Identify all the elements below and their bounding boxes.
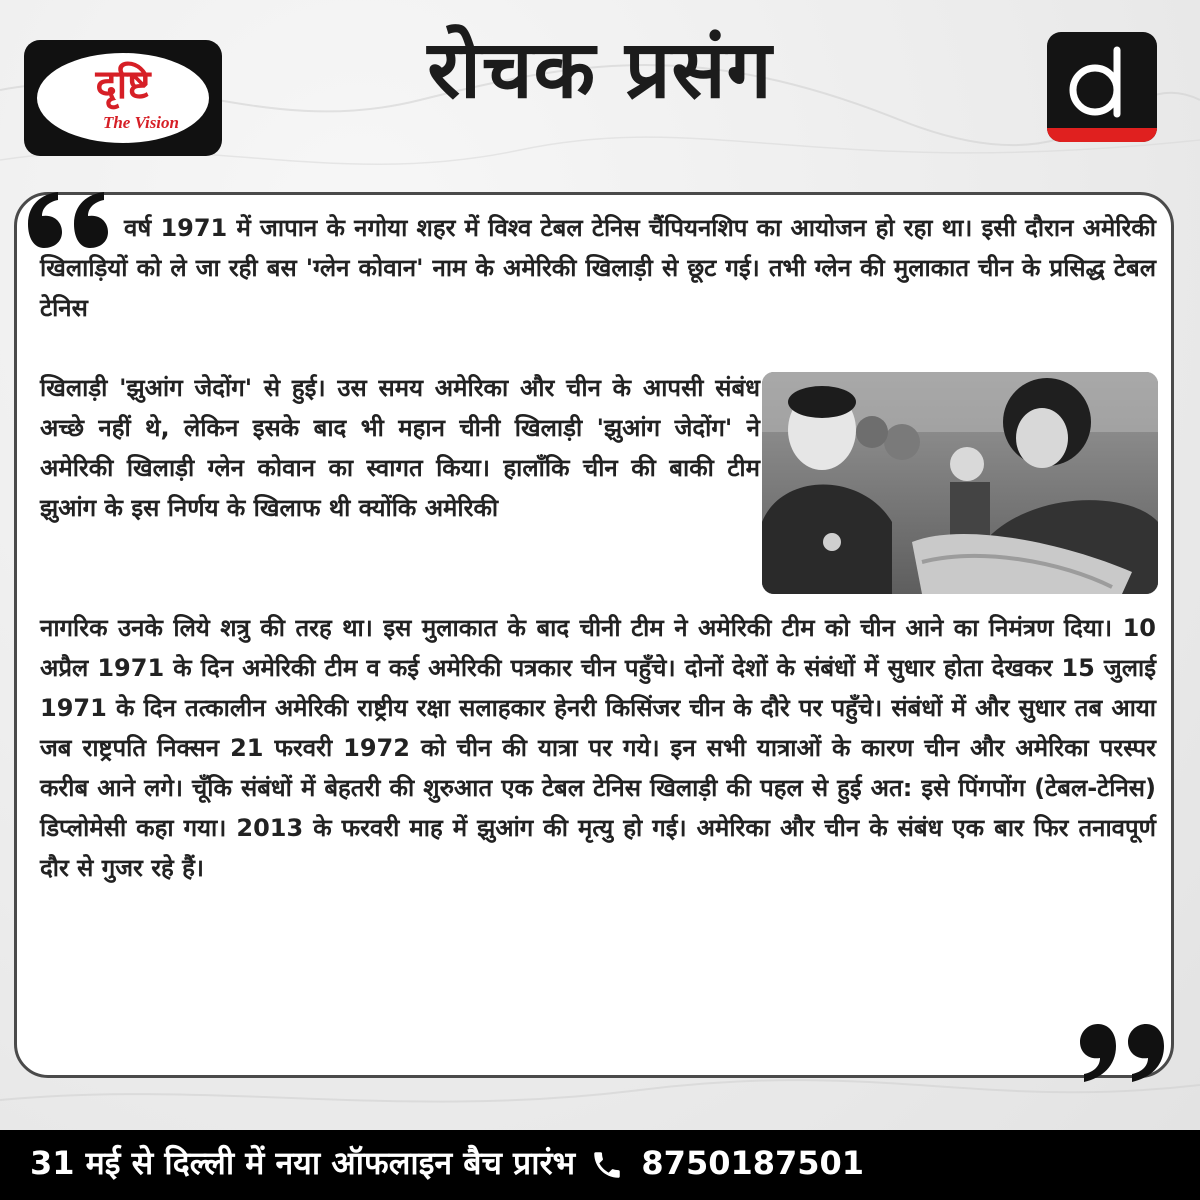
story-paragraph-conclusion: नागरिक उनके लिये शत्रु की तरह था। इस मुलाकात के बाद चीनी टीम ने अमेरिकी टीम को चीन आने का निमंत्रण दिया। 10 अप्रैल 1971 के दिन अमेरिकी टीम व कई अमेरिकी पत्रकार चीन पहुँचे। दोनों देशों के संबंधों में सुधार होता देखकर 15 जुलाई 1971 के दिन तत्कालीन अमेरिकी राष्ट्रीय रक्षा सलाहकार हेनरी किसिंजर चीन के दौरे पर पहुँचे। संबंधों में और सुधार तब आया जब राष्ट्रपति निक्सन 21 फरवरी 1972 को चीन की यात्रा पर गये। इन सभी यात्राओं के कारण चीन और अमेरिका परस्पर करीब आने लगे। चूँकि संबंधों में बेहतरी की शुरुआत एक टेबल टेनिस खिलाड़ी की पहल से हुई अत: इसे पिंगपोंग (टेबल-टेनिस) डिप्लोमेसी कहा गया। 2013 के फरवरी माह में झुआंग की मृत्यु हो गई। अमेरिका और चीन के संबंध एक बार फिर तनावपूर्ण दौर से गुजर रहे हैं। <box>40 614 1156 882</box>
phone-icon <box>590 1148 624 1182</box>
story-paragraph-middle: खिलाड़ी 'झुआंग जेदोंग' से हुई। उस समय अमेरिका और चीन के आपसी संबंध अच्छे नहीं थे, लेकिन इसके बाद भी महान चीनी खिलाड़ी 'झुआंग जेदोंग' ने अमेरिकी खिलाड़ी ग्लेन कोवान का स्वागत किया। हालाँकि चीन की बाकी टीम झुआंग के इस निर्णय के खिलाफ थी क्योंकि अमेरिकी <box>40 374 760 522</box>
footer-content <box>30 1144 864 1182</box>
historical-photo <box>762 372 1158 594</box>
logo-brand-text: दृष्टि <box>95 62 151 108</box>
drishti-logo <box>24 40 222 156</box>
page-title: रोचक प्रसंग <box>427 23 773 116</box>
logo-accent-bar <box>1047 128 1157 142</box>
story-paragraph-intro: वर्ष 1971 में जापान के नगोया शहर में विश्व टेबल टेनिस चैंपियनशिप का आयोजन हो रहा था। इसी दौरान अमेरिकी खिलाड़ियों को ले जा रही बस 'ग्लेन कोवान' नाम के अमेरिकी खिलाड़ी से छूट गई। तभी ग्लेन की मुलाकात चीन के प्रसिद्ध टेबल टेनिस <box>40 214 1156 322</box>
logo-tagline: The Vision <box>102 113 179 132</box>
contact-phone-number[interactable]: 8750187501 <box>641 1144 865 1182</box>
close-quote-icon <box>1078 1020 1172 1084</box>
d-letter-icon <box>1047 32 1157 142</box>
drishti-app-icon <box>1047 32 1157 142</box>
footer-banner <box>0 1130 1200 1200</box>
batch-announcement: 31 मई से दिल्ली में नया ऑफलाइन बैच प्रारंभ <box>30 1144 576 1182</box>
